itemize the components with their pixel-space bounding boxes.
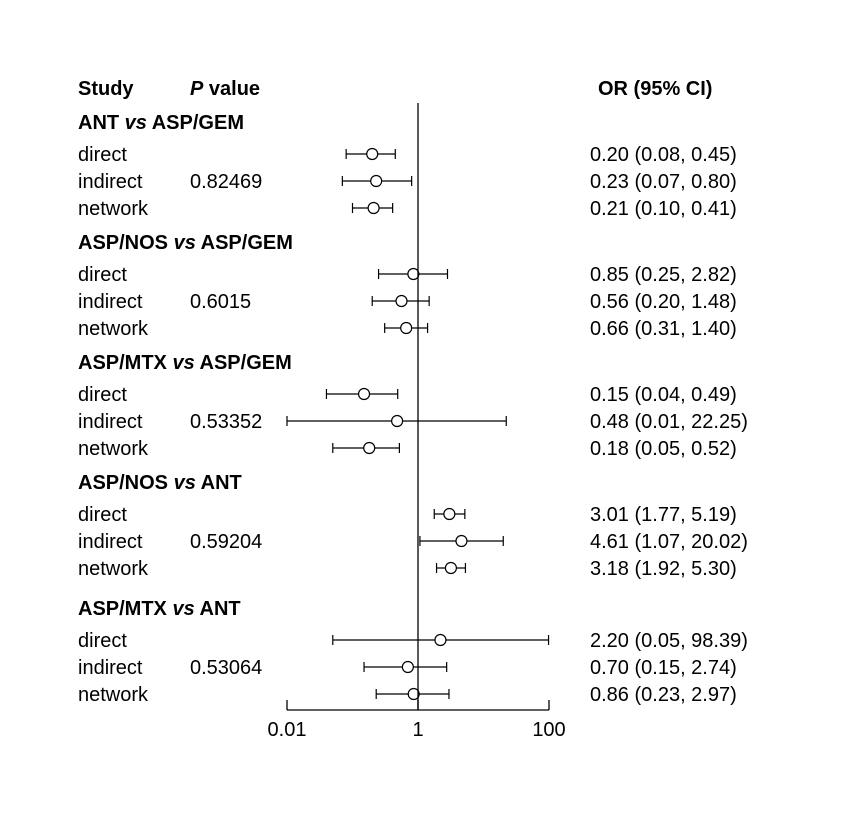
p-value: 0.59204 [190,531,263,553]
group-title-b: ANT [195,472,242,494]
estimate-row [78,384,737,406]
or-ci-text: 0.48 (0.01, 22.25) [590,411,748,433]
or-ci-text: 3.18 (1.92, 5.30) [590,558,737,580]
row-label: direct [78,504,127,526]
comparison-group [78,472,748,580]
or-ci-text: 0.86 (0.23, 2.97) [590,684,737,706]
group-title-b: ASP/GEM [194,352,292,374]
group-title [78,472,242,494]
point-estimate [444,509,455,520]
x-tick-label: 1 [412,719,424,741]
or-ci-text: 0.23 (0.07, 0.80) [590,171,737,193]
or-ci-text: 3.01 (1.77, 5.19) [590,504,737,526]
row-label: network [78,318,149,340]
estimate-row [78,171,737,193]
point-estimate [402,662,413,673]
pvalue-header-p: P [190,78,204,100]
row-label: network [78,438,149,460]
group-title-vs: vs [172,598,195,620]
estimate-row [78,504,737,526]
p-value: 0.6015 [190,291,252,313]
pvalue-header-rest: value [203,78,261,100]
or-ci-text: 2.20 (0.05, 98.39) [590,630,748,652]
estimate-row [78,684,737,706]
pvalue-header [190,78,260,100]
point-estimate [456,536,467,547]
x-tick-label: 100 [532,719,566,741]
comparison-group [78,352,748,460]
or-ci-text: 0.70 (0.15, 2.74) [590,657,737,679]
estimate-row [78,411,748,433]
row-label: indirect [78,291,143,313]
estimate-row [78,291,737,313]
group-title [78,232,293,254]
estimate-row [78,318,737,340]
group-title-a: ANT [78,112,125,134]
group-title [78,598,241,620]
row-label: direct [78,630,127,652]
p-value: 0.53352 [190,411,263,433]
study-header: Study [78,78,134,100]
point-estimate [364,443,375,454]
comparison-group [78,598,748,706]
group-title-a: ASP/NOS [78,232,174,254]
or-header: OR (95% CI) [598,78,713,100]
estimate-row [78,438,737,460]
row-label: direct [78,384,127,406]
or-ci-text: 0.18 (0.05, 0.52) [590,438,737,460]
group-title-vs: vs [172,352,195,374]
point-estimate [371,176,382,187]
x-axis [268,103,566,741]
group-title-vs: vs [173,472,196,494]
row-label: indirect [78,411,143,433]
p-value: 0.53064 [190,657,263,679]
comparison-group [78,112,737,220]
group-title-b: ASP/GEM [195,232,293,254]
group-title-vs: vs [124,112,147,134]
estimate-row [78,558,737,580]
group-title-b: ASP/GEM [146,112,244,134]
point-estimate [435,635,446,646]
x-tick-label: 0.01 [267,719,307,741]
point-estimate [368,203,379,214]
point-estimate [359,389,370,400]
row-label: network [78,558,149,580]
group-title-a: ASP/MTX [78,352,173,374]
group-title-a: ASP/NOS [78,472,174,494]
group-title [78,352,292,374]
estimate-row [78,144,737,166]
estimate-row [78,657,737,679]
point-estimate [445,563,456,574]
point-estimate [392,416,403,427]
estimate-row [78,198,737,220]
group-title-b: ANT [194,598,241,620]
point-estimate [401,323,412,334]
point-estimate [396,296,407,307]
row-label: network [78,684,149,706]
or-ci-text: 0.15 (0.04, 0.49) [590,384,737,406]
or-ci-text: 0.21 (0.10, 0.41) [590,198,737,220]
row-label: direct [78,144,127,166]
p-value: 0.82469 [190,171,263,193]
column-headers [78,78,712,100]
estimate-row [78,531,748,553]
or-ci-text: 0.66 (0.31, 1.40) [590,318,737,340]
group-title-vs: vs [173,232,196,254]
or-ci-text: 0.85 (0.25, 2.82) [590,264,737,286]
or-ci-text: 0.20 (0.08, 0.45) [590,144,737,166]
comparison-group [78,232,737,340]
row-label: indirect [78,171,143,193]
row-label: indirect [78,657,143,679]
row-label: indirect [78,531,143,553]
group-title [78,112,244,134]
point-estimate [367,149,378,160]
estimate-row [78,264,737,286]
row-label: network [78,198,149,220]
estimate-row [78,630,748,652]
forest-rows [78,112,748,706]
point-estimate [408,269,419,280]
or-ci-text: 0.56 (0.20, 1.48) [590,291,737,313]
or-ci-text: 4.61 (1.07, 20.02) [590,531,748,553]
group-title-a: ASP/MTX [78,598,173,620]
row-label: direct [78,264,127,286]
